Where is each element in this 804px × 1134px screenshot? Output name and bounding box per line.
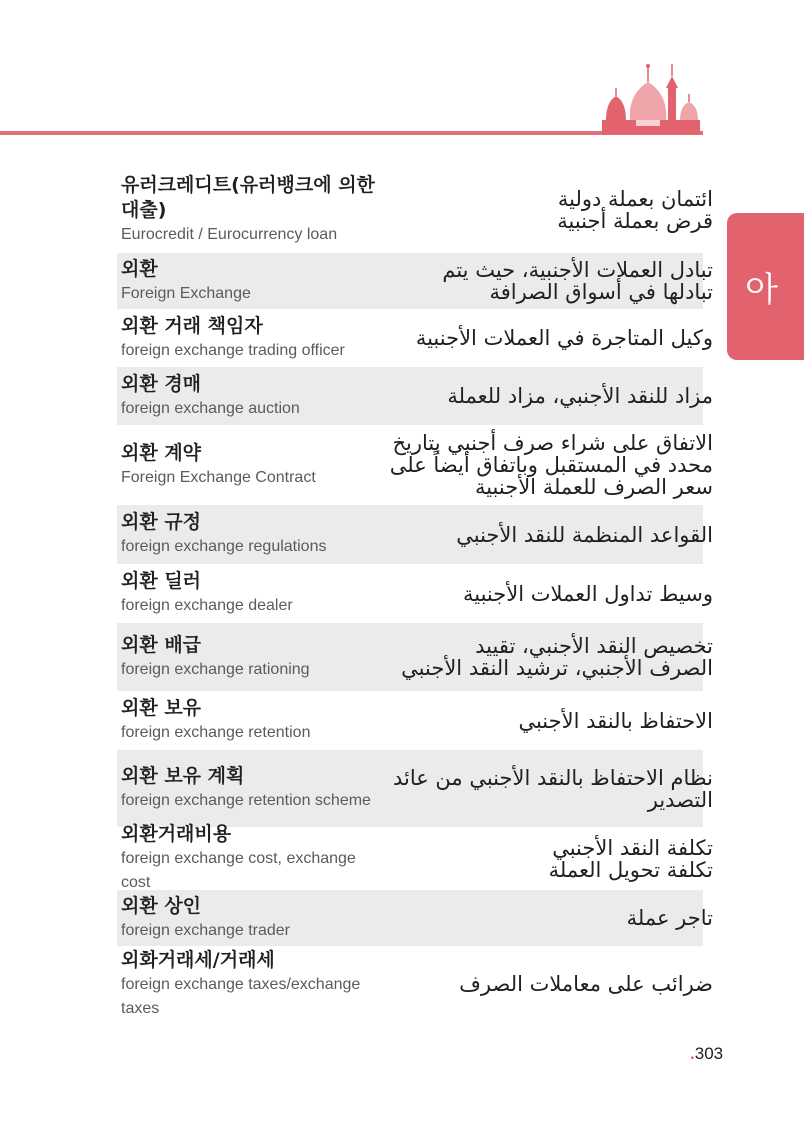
glossary-entry	[117, 367, 713, 425]
korean-term: 외환 경매	[121, 372, 202, 395]
korean-term: 외환거래비용	[121, 823, 232, 845]
arabic-line: وسيط تداول العملات الأجنبية	[462, 581, 713, 606]
arabic-line: ائتمان بعملة دولية	[557, 187, 713, 211]
section-tab-label: 아	[745, 270, 778, 310]
arabic-line: تخصيص النقد الأجنبي، تقييد	[475, 634, 713, 658]
arabic-line: التصدير	[647, 787, 713, 812]
english-term: foreign exchange trading officer	[121, 341, 345, 359]
arabic-line: وكيل المتاجرة في العملات الأجنبية	[415, 326, 713, 350]
arabic-translation	[383, 635, 713, 679]
arabic-line: الاحتفاظ بالنقد الأجنبي	[518, 708, 713, 733]
korean-term: 외환 보유	[121, 697, 202, 719]
arabic-translation	[383, 327, 713, 349]
glossary-list	[117, 167, 713, 1022]
english-term: foreign exchange auction	[121, 399, 300, 417]
arabic-translation	[383, 837, 713, 881]
glossary-entry	[117, 890, 713, 946]
glossary-entry	[117, 167, 713, 253]
arabic-line: قرض بعملة أجنبية	[557, 209, 713, 233]
english-term: Foreign Exchange	[121, 284, 251, 302]
glossary-entry	[117, 253, 713, 309]
glossary-entry	[117, 623, 713, 691]
arabic-translation	[383, 710, 713, 732]
english-term: Eurocredit / Eurocurrency loan	[121, 226, 338, 243]
arabic-line: تبادل العملات الأجنبية، حيث يتم	[442, 258, 713, 282]
korean-term: 외환 거래 책임자	[121, 314, 263, 337]
glossary-entry	[117, 309, 713, 367]
english-term: foreign exchange trader	[121, 921, 290, 939]
arabic-translation	[383, 583, 713, 605]
korean-term: 외환	[121, 257, 158, 280]
korean-term: 외환 딜러	[121, 570, 202, 592]
page-number-value: 303	[694, 1044, 724, 1063]
english-term: foreign exchange taxes/exchange taxes	[121, 975, 361, 1017]
arabic-line: تكلفة تحويل العملة	[548, 857, 713, 882]
arabic-line: مزاد للنقد الأجنبي، مزاد للعملة	[447, 384, 713, 408]
arabic-translation	[383, 973, 713, 995]
arabic-translation	[383, 907, 713, 929]
arabic-translation	[383, 432, 713, 498]
arabic-line: محدد في المستقبل وباتفاق أيضاً على	[389, 453, 713, 477]
page-number: .303	[690, 1044, 724, 1063]
english-term: foreign exchange retention	[121, 724, 311, 741]
korean-term: 외환 상인	[121, 894, 202, 917]
english-term: foreign exchange rationing	[121, 660, 310, 678]
arabic-line: الاتفاق على شراء صرف أجنبي بتاريخ	[392, 431, 713, 455]
glossary-entry	[117, 505, 713, 564]
english-term: foreign exchange dealer	[121, 597, 293, 614]
arabic-line: نظام الاحتفاظ بالنقد الأجنبي من عائد	[392, 765, 713, 790]
glossary-entry	[117, 691, 713, 750]
arabic-translation	[383, 188, 713, 232]
mosque-icon	[598, 58, 704, 134]
korean-term: 외환 계약	[121, 441, 202, 464]
section-tab	[727, 213, 804, 360]
arabic-line: ضرائب على معاملات الصرف	[459, 972, 713, 996]
english-term: foreign exchange retention scheme	[121, 792, 371, 809]
arabic-translation	[383, 524, 713, 546]
arabic-line: القواعد المنظمة للنقد الأجنبي	[456, 522, 713, 547]
arabic-translation	[383, 767, 713, 811]
arabic-translation	[383, 385, 713, 407]
korean-term: 외환 규정	[121, 511, 202, 533]
glossary-entry	[117, 425, 713, 505]
arabic-translation	[383, 259, 713, 303]
english-term: foreign exchange regulations	[121, 538, 327, 555]
arabic-line: سعر الصرف للعملة الأجنبية	[474, 475, 713, 499]
arabic-line: تكلفة النقد الأجنبي	[552, 835, 713, 860]
glossary-entry	[117, 564, 713, 623]
korean-term: 유러크레디트(유러뱅크에 의한 대출)	[121, 174, 375, 221]
korean-term: 외환 배급	[121, 633, 202, 656]
english-term: foreign exchange cost, exchange cost	[121, 850, 356, 891]
arabic-line: الصرف الأجنبي، ترشيد النقد الأجنبي	[401, 656, 713, 680]
korean-term: 외환 보유 계획	[121, 765, 245, 787]
glossary-entry	[117, 750, 713, 827]
english-term: Foreign Exchange Contract	[121, 468, 316, 486]
glossary-entry	[117, 823, 713, 891]
arabic-line: تاجر عملة	[626, 906, 713, 930]
korean-term: 외화거래세/거래세	[121, 948, 275, 971]
arabic-line: تبادلها في أسواق الصرافة	[489, 280, 713, 304]
glossary-entry	[117, 946, 713, 1022]
